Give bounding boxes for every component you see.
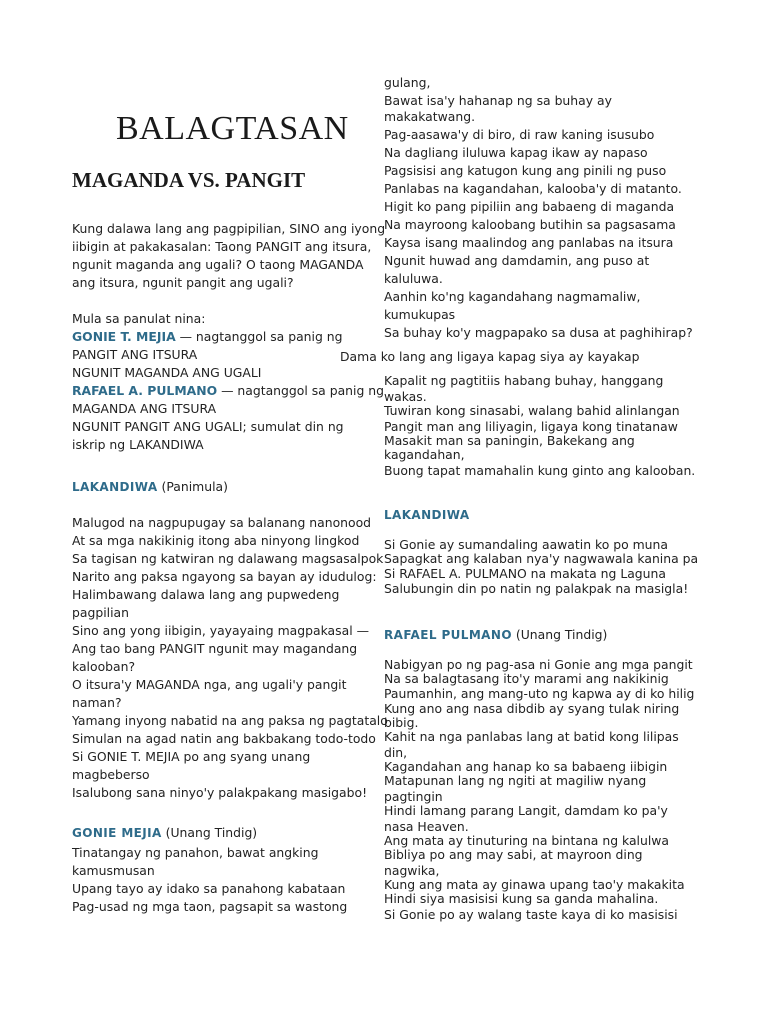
verse-line: din, xyxy=(384,745,408,760)
verse-line: Matapunan lang ng ngiti at magiliw nyang xyxy=(384,773,647,788)
verse-line: Si RAFAEL A. PULMANO na makata ng Laguna xyxy=(384,566,666,581)
verse-line: Sapagkat ang kalaban nya'y nagwawala kanina pa xyxy=(384,551,699,566)
verse-line: Ngunit huwad ang damdamin, ang puso at xyxy=(384,253,650,268)
verse-line: Kagandahan ang hanap ko sa babaeng iibigin xyxy=(384,759,668,774)
verse-line: Kaysa isang maalindog ang panlabas na itsura xyxy=(384,235,674,250)
author-name-rafael: RAFAEL A. PULMANO xyxy=(72,383,218,398)
speaker-name: LAKANDIWA xyxy=(384,508,470,522)
verse-line: Simulan na agad natin ang bakbakang todo-todo xyxy=(72,731,376,746)
verse-line: kamusmusan xyxy=(72,863,155,878)
author-role-gonie: — nagtanggol sa panig ng xyxy=(175,329,343,344)
verse-line: Kahit na nga panlabas lang at batid kong lilipas xyxy=(384,729,679,744)
verse-line: nasa Heaven. xyxy=(384,819,469,834)
verse-line: kagandahan, xyxy=(384,447,465,462)
verse-line: Sa tagisan ng katwiran ng dalawang magsasalpok xyxy=(72,551,384,566)
verse-line: Nabigyan po ng pag-asa ni Gonie ang mga pangit xyxy=(384,657,693,672)
verse-line: pagpilian xyxy=(72,605,129,620)
verse-line: kalooban? xyxy=(72,659,136,674)
verse-line: Kapalit ng pagtitiis habang buhay, hanggang xyxy=(384,373,664,388)
verse-line: Panlabas na kagandahan, kalooba'y di matanto. xyxy=(384,181,682,196)
verse-line: Masakit man sa paningin, Bakekang ang xyxy=(384,433,635,448)
verse-line: nagwika, xyxy=(384,863,440,878)
verse-line: Kung ang mata ay ginawa upang tao'y makakita xyxy=(384,877,685,892)
section-header-lakandiwa-panimula xyxy=(72,478,228,496)
verse-line: magbeberso xyxy=(72,767,150,782)
verse-line: Pag-aasawa'y di biro, di raw kaning isusubo xyxy=(384,127,655,142)
verse-line: Paumanhin, ang mang-uto ng kapwa ay di ko hilig xyxy=(384,686,695,701)
verse-line: naman? xyxy=(72,695,122,710)
verse-line: bibig. xyxy=(384,715,419,730)
intro-line: ngunit maganda ang ugali? O taong MAGANDA xyxy=(72,257,364,272)
verse-line: Ang tao bang PANGIT ngunit may magandang xyxy=(72,641,358,656)
verse-line: At sa mga nakikinig itong aba ninyong lingkod xyxy=(72,533,360,548)
document-subtitle: MAGANDA VS. PANGIT xyxy=(72,168,306,192)
verse-line: kaluluwa. xyxy=(384,271,443,286)
intro-line: ang itsura, ngunit pangit ang ugali? xyxy=(72,275,294,290)
verse-line: Sa buhay ko'y magpapako sa dusa at paghihirap? xyxy=(384,325,693,340)
verse-line: Pag-usad ng mga taon, pagsapit sa wastong xyxy=(72,899,348,914)
verse-line: O itsura'y MAGANDA nga, ang ugali'y pangit xyxy=(72,677,347,692)
document-title: BALAGTASAN xyxy=(116,110,349,147)
author-side-line: iskrip ng LAKANDIWA xyxy=(72,437,204,452)
verse-line: Na mayroong kaloobang butihin sa pagsasama xyxy=(384,217,676,232)
verse-line: Aanhin ko'ng kagandahang nagmamaliw, xyxy=(384,289,641,304)
verse-line: Si Gonie po ay walang taste kaya di ko masisisi xyxy=(384,907,678,922)
author-name-gonie: GONIE T. MEJIA xyxy=(72,329,176,344)
verse-line: Na sa balagtasang ito'y marami ang nakikinig xyxy=(384,671,669,686)
author-role-rafael: — nagtanggol sa panig ng xyxy=(217,383,384,398)
speaker-name: RAFAEL PULMANO xyxy=(384,628,512,642)
verse-line: Pangit man ang liliyagin, ligaya kong tinatanaw xyxy=(384,419,678,434)
author-gonie xyxy=(72,328,343,346)
speaker-note: (Unang Tindig) xyxy=(161,825,258,840)
author-side-line: MAGANDA ANG ITSURA xyxy=(72,401,217,416)
author-side-line: NGUNIT MAGANDA ANG UGALI xyxy=(72,365,262,380)
section-header-lakandiwa xyxy=(384,506,470,524)
verse-line: Upang tayo ay idako sa panahong kabataan xyxy=(72,881,346,896)
verse-line: Hindi lamang parang Langit, damdam ko pa'y xyxy=(384,803,668,818)
verse-line: Isalubong sana ninyo'y palakpakang masigabo! xyxy=(72,785,368,800)
verse-line: makakatwang. xyxy=(384,109,476,124)
section-header-rafael xyxy=(384,626,607,644)
verse-line: Narito ang paksa ngayong sa bayan ay idudulog: xyxy=(72,569,377,584)
verse-line: wakas. xyxy=(384,389,427,404)
verse-line: Halimbawang dalawa lang ang pupwedeng xyxy=(72,587,340,602)
verse-line: Si GONIE T. MEJIA po ang syang unang xyxy=(72,749,311,764)
intro-line: iibigin at pakakasalan: Taong PANGIT ang itsura, xyxy=(72,239,372,254)
verse-line: Si Gonie ay sumandaling aawatin ko po muna xyxy=(384,537,668,552)
verse-line: Bawat isa'y hahanap ng sa buhay ay xyxy=(384,93,612,108)
verse-line: Yamang inyong nabatid na ang paksa ng pagtatalo xyxy=(72,713,388,728)
verse-line: Salubungin din po natin ng palakpak na masigla! xyxy=(384,581,689,596)
verse-line: Hindi siya masisisi kung sa ganda mahalina. xyxy=(384,891,659,906)
verse-line: pagtingin xyxy=(384,789,443,804)
verse-line: Sino ang yong iibigin, yayayaing magpakasal — xyxy=(72,623,369,638)
authors-intro: Mula sa panulat nina: xyxy=(72,311,206,326)
verse-line-overflow: Dama ko lang ang ligaya kapag siya ay kayakap xyxy=(340,349,640,364)
verse-line: gulang, xyxy=(384,75,431,90)
speaker-name: GONIE MEJIA xyxy=(72,826,162,840)
author-rafael xyxy=(72,382,384,400)
verse-line: Bibliya po ang may sabi, at mayroon ding xyxy=(384,847,643,862)
author-side-line: PANGIT ANG ITSURA xyxy=(72,347,198,362)
section-header-gonie xyxy=(72,824,257,842)
verse-line: Higit ko pang pipiliin ang babaeng di maganda xyxy=(384,199,675,214)
verse-line: Buong tapat mamahalin kung ginto ang kalooban. xyxy=(384,463,696,478)
author-side-line: NGUNIT PANGIT ANG UGALI; sumulat din ng xyxy=(72,419,344,434)
verse-line: Tuwiran kong sinasabi, walang bahid alinlangan xyxy=(384,403,680,418)
verse-line: kumukupas xyxy=(384,307,456,322)
verse-line: Na dagliang iluluwa kapag ikaw ay napaso xyxy=(384,145,648,160)
intro-line: Kung dalawa lang ang pagpipilian, SINO ang iyong xyxy=(72,221,386,236)
verse-line: Kung ano ang nasa dibdib ay syang tulak niring xyxy=(384,701,680,716)
speaker-note: (Panimula) xyxy=(157,479,228,494)
verse-line: Malugod na nagpupugay sa balanang nanonood xyxy=(72,515,372,530)
verse-line: Pagsisisi ang katugon kung ang pinili ng puso xyxy=(384,163,667,178)
speaker-name: LAKANDIWA xyxy=(72,480,158,494)
verse-line: Tinatangay ng panahon, bawat angking xyxy=(72,845,319,860)
speaker-note: (Unang Tindig) xyxy=(511,627,608,642)
verse-line: Ang mata ay tinuturing na bintana ng kalulwa xyxy=(384,833,670,848)
